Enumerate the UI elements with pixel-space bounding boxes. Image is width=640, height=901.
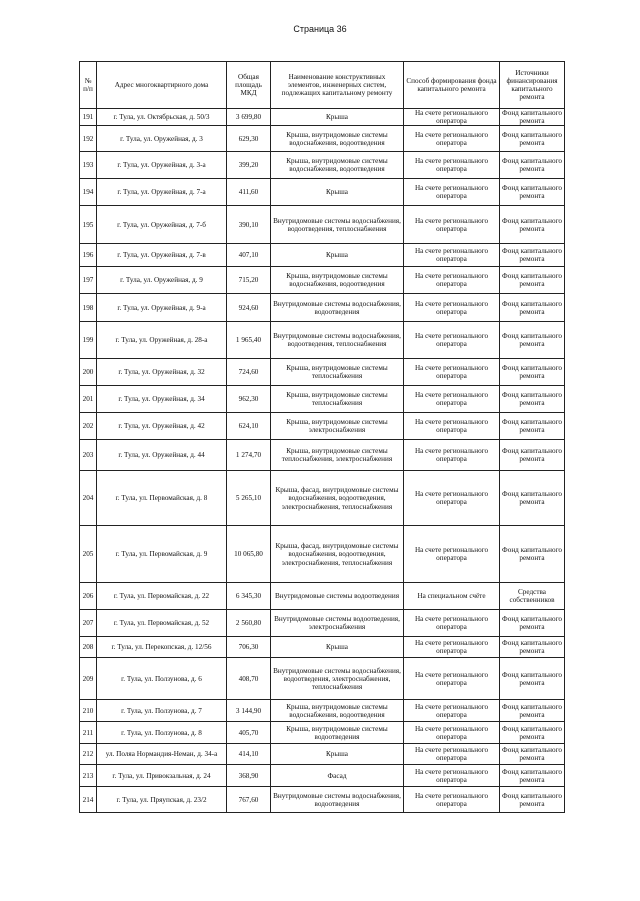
column-header-fund-method: Способ формирования фонда капитального ремонта bbox=[404, 62, 500, 109]
row-financing: Фонд капитального ремонта bbox=[500, 126, 565, 152]
row-number: 203 bbox=[80, 440, 97, 471]
row-fund-method: На специальном счёте bbox=[404, 583, 500, 610]
row-area: 767,60 bbox=[227, 787, 271, 813]
table-row bbox=[80, 179, 565, 206]
row-fund-method: На счете регионального оператора bbox=[404, 526, 500, 583]
row-fund-method: На счете регионального оператора bbox=[404, 267, 500, 294]
row-number: 210 bbox=[80, 700, 97, 722]
row-financing: Фонд капитального ремонта bbox=[500, 700, 565, 722]
table-row bbox=[80, 471, 565, 526]
column-header-number: № п/п bbox=[80, 62, 97, 109]
row-address: г. Тула, ул. Оружейная, д. 9 bbox=[97, 267, 227, 294]
row-fund-method: На счете регионального оператора bbox=[404, 700, 500, 722]
row-address: г. Тула, ул. Первомайская, д. 22 bbox=[97, 583, 227, 610]
row-elements: Крыша, внутридомовые системы водоотведения bbox=[271, 722, 404, 744]
table-row bbox=[80, 152, 565, 179]
row-address: г. Тула, ул. Ползунова, д. 6 bbox=[97, 658, 227, 700]
row-elements: Крыша, внутридомовые системы водоснабжения, водоотведения bbox=[271, 700, 404, 722]
row-financing: Фонд капитального ремонта bbox=[500, 610, 565, 637]
row-area: 2 560,80 bbox=[227, 610, 271, 637]
table-row bbox=[80, 413, 565, 440]
row-elements: Крыша bbox=[271, 637, 404, 658]
table-row bbox=[80, 610, 565, 637]
row-area: 390,10 bbox=[227, 206, 271, 244]
row-number: 193 bbox=[80, 152, 97, 179]
row-elements: Крыша, внутридомовые системы водоснабжения, водоотведения bbox=[271, 152, 404, 179]
table-row bbox=[80, 109, 565, 126]
row-number: 207 bbox=[80, 610, 97, 637]
row-number: 214 bbox=[80, 787, 97, 813]
row-number: 204 bbox=[80, 471, 97, 526]
row-fund-method: На счете регионального оператора bbox=[404, 787, 500, 813]
table-row bbox=[80, 322, 565, 359]
row-address: г. Тула, ул. Оружейная, д. 34 bbox=[97, 386, 227, 413]
row-address: г. Тула, ул. Пряупская, д. 23/2 bbox=[97, 787, 227, 813]
row-fund-method: На счете регионального оператора bbox=[404, 610, 500, 637]
row-elements: Крыша bbox=[271, 744, 404, 765]
table-row bbox=[80, 787, 565, 813]
row-area: 10 065,80 bbox=[227, 526, 271, 583]
row-fund-method: На счете регионального оператора bbox=[404, 294, 500, 322]
row-number: 206 bbox=[80, 583, 97, 610]
row-elements: Внутридомовые системы водоснабжения, водоотведения, теплоснабжения bbox=[271, 206, 404, 244]
row-address: ул. Поляа Нормандия-Неман, д. 34-а bbox=[97, 744, 227, 765]
row-area: 407,10 bbox=[227, 244, 271, 267]
row-address: г. Тула, ул. Октябрьская, д. 50/3 bbox=[97, 109, 227, 126]
table-row bbox=[80, 658, 565, 700]
row-fund-method: На счете регионального оператора bbox=[404, 637, 500, 658]
row-financing: Фонд капитального ремонта bbox=[500, 744, 565, 765]
row-number: 192 bbox=[80, 126, 97, 152]
row-fund-method: На счете регионального оператора bbox=[404, 386, 500, 413]
row-area: 629,30 bbox=[227, 126, 271, 152]
table-row bbox=[80, 267, 565, 294]
table-row bbox=[80, 744, 565, 765]
row-area: 3 699,80 bbox=[227, 109, 271, 126]
table-row bbox=[80, 244, 565, 267]
row-financing: Фонд капитального ремонта bbox=[500, 267, 565, 294]
row-elements: Крыша, внутридомовые системы теплоснабжения, электроснабжения bbox=[271, 440, 404, 471]
row-address: г. Тула, ул. Оружейная, д. 3-а bbox=[97, 152, 227, 179]
row-address: г. Тула, ул. Ползунова, д. 7 bbox=[97, 700, 227, 722]
row-area: 411,60 bbox=[227, 179, 271, 206]
table-header-row bbox=[80, 62, 565, 109]
row-elements: Крыша bbox=[271, 109, 404, 126]
row-fund-method: На счете регионального оператора bbox=[404, 152, 500, 179]
row-address: г. Тула, ул. Оружейная, д. 7-а bbox=[97, 179, 227, 206]
row-financing: Фонд капитального ремонта bbox=[500, 637, 565, 658]
row-financing: Фонд капитального ремонта bbox=[500, 294, 565, 322]
column-header-address: Адрес многоквартирного дома bbox=[97, 62, 227, 109]
row-fund-method: На счете регионального оператора bbox=[404, 109, 500, 126]
row-address: г. Тула, ул. Оружейная, д. 7-в bbox=[97, 244, 227, 267]
row-area: 5 265,10 bbox=[227, 471, 271, 526]
row-elements: Внутридомовые системы водоснабжения, водоотведения, электроснабжения, теплоснабжения bbox=[271, 658, 404, 700]
row-financing: Фонд капитального ремонта bbox=[500, 413, 565, 440]
row-financing: Фонд капитального ремонта bbox=[500, 322, 565, 359]
row-elements: Фасад bbox=[271, 765, 404, 787]
row-area: 399,20 bbox=[227, 152, 271, 179]
row-fund-method: На счете регионального оператора bbox=[404, 359, 500, 386]
row-elements: Крыша, фасад, внутридомовые системы водоснабжения, водоотведения, электроснабжения, теплоснабжения bbox=[271, 471, 404, 526]
row-elements: Внутридомовые системы водоотведения bbox=[271, 583, 404, 610]
column-header-financing: Источники финансирования капитального ремонта bbox=[500, 62, 565, 109]
row-elements: Внутридомовые системы водоснабжения, водоотведения, теплоснабжения bbox=[271, 322, 404, 359]
row-area: 724,60 bbox=[227, 359, 271, 386]
row-area: 1 274,70 bbox=[227, 440, 271, 471]
row-number: 205 bbox=[80, 526, 97, 583]
row-fund-method: На счете регионального оператора bbox=[404, 413, 500, 440]
row-number: 195 bbox=[80, 206, 97, 244]
row-number: 208 bbox=[80, 637, 97, 658]
table-row bbox=[80, 765, 565, 787]
table-body bbox=[80, 109, 565, 813]
row-financing: Фонд капитального ремонта bbox=[500, 722, 565, 744]
row-address: г. Тула, ул. Оружейная, д. 28-а bbox=[97, 322, 227, 359]
row-fund-method: На счете регионального оператора bbox=[404, 744, 500, 765]
row-financing: Средства собственников bbox=[500, 583, 565, 610]
row-elements: Крыша, внутридомовые системы теплоснабжения bbox=[271, 386, 404, 413]
row-financing: Фонд капитального ремонта bbox=[500, 440, 565, 471]
row-area: 715,20 bbox=[227, 267, 271, 294]
row-elements: Крыша, внутридомовые системы электроснабжения bbox=[271, 413, 404, 440]
table-row bbox=[80, 206, 565, 244]
row-address: г. Тула, ул. Оружейная, д. 7-б bbox=[97, 206, 227, 244]
row-number: 196 bbox=[80, 244, 97, 267]
row-fund-method: На счете регионального оператора bbox=[404, 206, 500, 244]
row-address: г. Тула, ул. Оружейная, д. 3 bbox=[97, 126, 227, 152]
row-elements: Внутридомовые системы водоотведения, электроснабжения bbox=[271, 610, 404, 637]
row-area: 6 345,30 bbox=[227, 583, 271, 610]
row-area: 414,10 bbox=[227, 744, 271, 765]
row-elements: Внутридомовые системы водоснабжения, водоотведения bbox=[271, 787, 404, 813]
row-financing: Фонд капитального ремонта bbox=[500, 152, 565, 179]
column-header-area: Общая площадь МКД bbox=[227, 62, 271, 109]
row-number: 202 bbox=[80, 413, 97, 440]
row-number: 194 bbox=[80, 179, 97, 206]
row-elements: Крыша, внутридомовые системы водоснабжения, водоотведения bbox=[271, 267, 404, 294]
row-elements: Крыша bbox=[271, 179, 404, 206]
row-address: г. Тула, ул. Оружейная, д. 42 bbox=[97, 413, 227, 440]
row-number: 191 bbox=[80, 109, 97, 126]
row-financing: Фонд капитального ремонта bbox=[500, 244, 565, 267]
row-address: г. Тула, ул. Привокзальная, д. 24 bbox=[97, 765, 227, 787]
row-number: 200 bbox=[80, 359, 97, 386]
table-row bbox=[80, 722, 565, 744]
row-address: г. Тула, ул. Перекопская, д. 12/56 bbox=[97, 637, 227, 658]
row-financing: Фонд капитального ремонта bbox=[500, 206, 565, 244]
row-financing: Фонд капитального ремонта bbox=[500, 765, 565, 787]
row-elements: Крыша, внутридомовые системы теплоснабжения bbox=[271, 359, 404, 386]
table-row bbox=[80, 294, 565, 322]
row-number: 201 bbox=[80, 386, 97, 413]
row-financing: Фонд капитального ремонта bbox=[500, 386, 565, 413]
row-number: 199 bbox=[80, 322, 97, 359]
row-area: 1 965,40 bbox=[227, 322, 271, 359]
row-fund-method: На счете регионального оператора bbox=[404, 179, 500, 206]
row-number: 211 bbox=[80, 722, 97, 744]
row-fund-method: На счете регионального оператора bbox=[404, 765, 500, 787]
register-table bbox=[79, 61, 565, 813]
row-financing: Фонд капитального ремонта bbox=[500, 471, 565, 526]
page-number: Страница 36 bbox=[293, 24, 347, 34]
row-address: г. Тула, ул. Ползунова, д. 8 bbox=[97, 722, 227, 744]
row-area: 3 144,90 bbox=[227, 700, 271, 722]
row-number: 213 bbox=[80, 765, 97, 787]
row-fund-method: На счете регионального оператора bbox=[404, 440, 500, 471]
row-area: 924,60 bbox=[227, 294, 271, 322]
column-header-elements: Наименование конструктивных элементов, инженерных систем, подлежащих капитальному ремонту bbox=[271, 62, 404, 109]
row-fund-method: На счете регионального оператора bbox=[404, 244, 500, 267]
row-area: 624,10 bbox=[227, 413, 271, 440]
row-financing: Фонд капитального ремонта bbox=[500, 526, 565, 583]
row-financing: Фонд капитального ремонта bbox=[500, 787, 565, 813]
row-address: г. Тула, ул. Первомайская, д. 9 bbox=[97, 526, 227, 583]
row-fund-method: На счете регионального оператора bbox=[404, 658, 500, 700]
table-row bbox=[80, 526, 565, 583]
row-area: 706,30 bbox=[227, 637, 271, 658]
table-row bbox=[80, 386, 565, 413]
row-address: г. Тула, ул. Оружейная, д. 32 bbox=[97, 359, 227, 386]
table-row bbox=[80, 637, 565, 658]
row-fund-method: На счете регионального оператора bbox=[404, 126, 500, 152]
row-address: г. Тула, ул. Оружейная, д. 9-а bbox=[97, 294, 227, 322]
row-elements: Крыша, внутридомовые системы водоснабжения, водоотведения bbox=[271, 126, 404, 152]
row-elements: Крыша bbox=[271, 244, 404, 267]
row-elements: Крыша, фасад, внутридомовые системы водоснабжения, водоотведения, электроснабжения, теплоснабжения bbox=[271, 526, 404, 583]
row-financing: Фонд капитального ремонта bbox=[500, 179, 565, 206]
row-financing: Фонд капитального ремонта bbox=[500, 109, 565, 126]
row-fund-method: На счете регионального оператора bbox=[404, 471, 500, 526]
row-number: 212 bbox=[80, 744, 97, 765]
row-number: 209 bbox=[80, 658, 97, 700]
row-area: 408,70 bbox=[227, 658, 271, 700]
row-address: г. Тула, ул. Оружейная, д. 44 bbox=[97, 440, 227, 471]
row-address: г. Тула, ул. Первомайская, д. 8 bbox=[97, 471, 227, 526]
table-row bbox=[80, 440, 565, 471]
row-area: 962,30 bbox=[227, 386, 271, 413]
row-area: 368,90 bbox=[227, 765, 271, 787]
table-row bbox=[80, 359, 565, 386]
row-address: г. Тула, ул. Первомайская, д. 52 bbox=[97, 610, 227, 637]
row-area: 405,70 bbox=[227, 722, 271, 744]
table-row bbox=[80, 126, 565, 152]
table-row bbox=[80, 583, 565, 610]
table-row bbox=[80, 700, 565, 722]
row-number: 197 bbox=[80, 267, 97, 294]
row-fund-method: На счете регионального оператора bbox=[404, 722, 500, 744]
row-financing: Фонд капитального ремонта bbox=[500, 658, 565, 700]
row-number: 198 bbox=[80, 294, 97, 322]
row-elements: Внутридомовые системы водоснабжения, водоотведения bbox=[271, 294, 404, 322]
row-fund-method: На счете регионального оператора bbox=[404, 322, 500, 359]
row-financing: Фонд капитального ремонта bbox=[500, 359, 565, 386]
